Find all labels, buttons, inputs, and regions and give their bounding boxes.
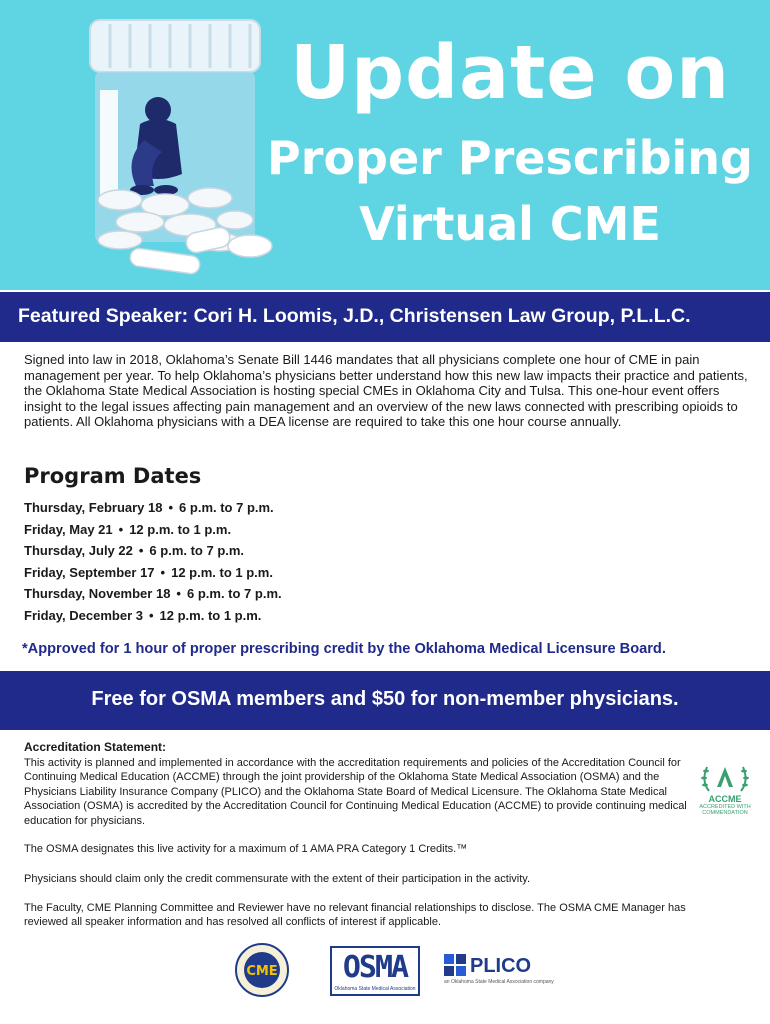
date-day: Thursday, February 18: [24, 500, 163, 515]
plico-logo-text: PLICO: [470, 955, 532, 977]
accreditation-paragraph: This activity is planned and implemented in accordance with the accreditation requirements and policies of the Accreditation Council for Continuing Medical Education (ACCME) through the joint providership of the Oklahoma State Medical Association (OSMA) and the Physicians Liability Insurance Company (PLICO) and the Oklahoma State Board of Medical Licensure. The Oklahoma State Medical Association (OSMA) is accredited by the Accreditation Council for Continuing Medical Education (ACCME) to provide continuing medical education for physicians.: [24, 757, 687, 827]
date-time: 6 p.m. to 7 p.m.: [149, 543, 245, 559]
date-separator: •: [148, 607, 154, 623]
date-separator: •: [176, 586, 181, 602]
title-line-2: Proper Prescribing: [267, 131, 753, 185]
date-separator: •: [138, 543, 144, 559]
approved-credit-note: *Approved for 1 hour of proper prescribing credit by the Oklahoma Medical Licensure Board.: [22, 641, 666, 657]
date-day: Friday, September 17: [24, 564, 155, 580]
date-separator: •: [118, 521, 124, 537]
cme-seal-text: CME: [246, 964, 278, 979]
accme-badge: [695, 763, 755, 819]
bottle-cap: [90, 20, 260, 72]
date-day: Friday, May 21: [24, 521, 113, 537]
page-title: [250, 28, 770, 256]
accme-name: ACCME: [708, 794, 742, 804]
date-separator: •: [168, 500, 174, 515]
plico-logo: [444, 954, 554, 988]
osma-logo: [330, 946, 420, 996]
laurel-icon: [695, 763, 755, 793]
date-day: Thursday, July 22: [24, 543, 133, 559]
plico-logo-subtitle: an Oklahoma State Medical Association company: [444, 979, 554, 985]
program-date-item: [24, 583, 282, 605]
program-dates-heading: Program Dates: [24, 464, 202, 488]
cme-seal-logo: [234, 942, 290, 998]
date-time: 12 p.m. to 1 p.m.: [159, 607, 262, 623]
program-dates-list: [24, 497, 282, 627]
program-date-item: [24, 497, 282, 519]
date-time: 12 p.m. to 1 p.m.: [171, 564, 273, 580]
title-line-1: Update on: [290, 30, 730, 116]
program-date-item: [24, 519, 282, 541]
accreditation-heading: Accreditation Statement:: [24, 740, 167, 754]
intro-paragraph: Signed into law in 2018, Oklahoma’s Senate Bill 1446 mandates that all physicians complete one hour of CME in pain management per year. To help Oklahoma’s physicians better understand how this new law impacts their practice and patients, the Oklahoma State Medical Association is hosting special CMEs in Oklahoma City and Tulsa. This one-hour event offers insight to the legal issues affecting pain management and an overview of the new laws connected with prescribing opioids to patients. All Oklahoma physicians with a DEA license are required to take this one hour course annually.: [24, 352, 748, 429]
bottle-label: [100, 90, 118, 200]
plico-mark-icon: [444, 954, 468, 978]
program-date-item: [24, 605, 282, 627]
osma-logo-subtitle: Oklahoma State Medical Association: [334, 986, 416, 992]
disclosure-note: The Faculty, CME Planning Committee and Reviewer have no relevant financial relationships to disclose. The OSMA CME Manager has reviewed all speaker information and has resolved all conflicts of interest if applicable.: [24, 902, 686, 929]
accme-sub-1: ACCREDITED WITH: [699, 804, 751, 810]
program-date-item: [24, 562, 282, 584]
featured-speaker-band: Featured Speaker: Cori H. Loomis, J.D., Christensen Law Group, P.L.L.C.: [0, 292, 770, 342]
credit-claim-note: Physicians should claim only the credit commensurate with the extent of their participation in the activity.: [24, 873, 531, 885]
sponsor-logos: [0, 940, 770, 1000]
date-day: Friday, December 3: [24, 607, 143, 623]
date-time: 6 p.m. to 7 p.m.: [186, 586, 282, 602]
date-day: Thursday, November 18: [24, 586, 171, 602]
title-line-3: Virtual CME: [359, 197, 661, 251]
accme-sub-2: COMMENDATION: [702, 810, 748, 816]
program-date-item: [24, 540, 282, 562]
fee-band: Free for OSMA members and $50 for non-member physicians.: [0, 671, 770, 730]
credit-designation: The OSMA designates this live activity for a maximum of 1 AMA PRA Category 1 Credits.™: [24, 843, 468, 855]
hero-banner: [0, 0, 770, 290]
date-separator: •: [160, 564, 166, 580]
date-time: 12 p.m. to 1 p.m.: [129, 521, 232, 537]
date-time: 6 p.m. to 7 p.m.: [179, 500, 274, 515]
osma-logo-text: OSMA: [342, 950, 408, 985]
